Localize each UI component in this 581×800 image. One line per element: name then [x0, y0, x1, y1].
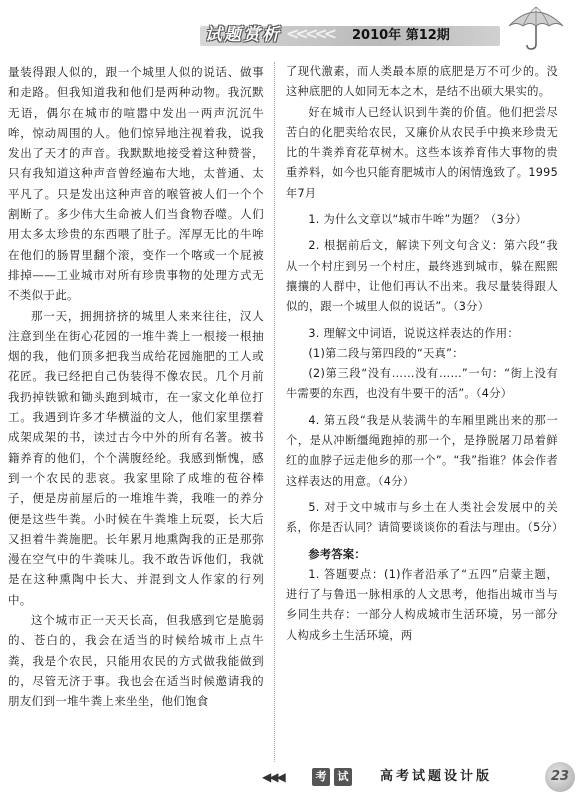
footer-badge: 考 — [312, 768, 330, 786]
umbrella-icon — [505, 4, 567, 52]
question-3: 3. 理解文中词语，说说这样表达的作用： — [308, 326, 519, 340]
paragraph: 量装得跟人似的，跟一个城里人似的说话、做事和走路。但我知道我和他们是两种动物。我沉默无语，偶尔在城市的喧嚣中发出一两声沉沉牛哞，惊动周围的人。他们惊异地注视着我，说我发出了天才的声音。我默默地接受着这种赞誉，只有我知道这种声音曾经遍布大地，太普通、太平凡了。只是发出这种声音的喉管被人们一个个割断了。多少伟大生命被人们当食物吞噬。人们用太多太珍贵的东西喂了肚子。浑厚无比的牛哞在他们的肠胃里翻个滚，变作一个喀或一个屁被排掉——工业城市对所有珍贵事物的处理方式无不类似于此。 — [8, 65, 264, 303]
question-3-part-1: (1)第二段与第四段的“天真”： — [308, 346, 464, 360]
question-4: 4. 第五段“我是从装满牛的车厢里跳出来的那一个，是从冲断缰绳跑掉的那一个，是挣脱屠刀昂着鲜红的血脖子远走他乡的那一个”。“我”指谁？体会作者这样表达的用意。（4分） — [286, 413, 558, 488]
paragraph: 这个城市正一天天长高，但我感到它是脆弱的、苍白的，我会在适当的时候给城市上点牛粪，我是个农民，只能用农民的方式做我能做到的，尽管无济于事。我也会在适当时候邀请我的朋友们到一堆牛粪上来坐坐，他们饱食 — [8, 613, 264, 709]
header-chevrons: <<<<< — [286, 24, 334, 43]
footer-badge: 试 — [334, 768, 352, 786]
answer-text: 1. 答题要点：(1)作者沿承了“五四”启蒙主题，进行了与鲁迅一脉相承的人文思考，他指出城市当与乡同生共存：一部分人构成城市生活环境，另一部分人构成乡土生活环境，两 — [286, 567, 558, 642]
paragraph: 了现代激素，而人类最本原的底肥是万不可少的。没这种底肥的人如同无本之木，是结不出硕大果实的。 — [286, 65, 558, 99]
question-5: 5. 对于文中城市与乡土在人类社会发展中的关系，你是否认同？请简要谈谈你的看法与理由。（5分） — [286, 500, 564, 535]
page-header — [0, 0, 581, 56]
paragraph: 好在城市人已经认识到牛粪的价值。他们把尝尽苦白的化肥卖给农民，又廉价从农民手中换来珍贵无比的牛粪养育花草树木。这些本该养育伟大事物的贵重养料，如今也只能育肥城市人的闲情逸致了。1995年7月 — [286, 105, 558, 200]
page-number: 23 — [545, 762, 575, 792]
question-2: 2. 根据前后文，解读下列文句含义：第六段“我从一个村庄到另一个村庄，最终逃到城市，躲在熙熙攘攘的人群中，让他们再认不出来。我尽量装得跟人似的，跟一个城里人似的说话”。（3分） — [286, 239, 558, 314]
page-footer — [0, 760, 581, 800]
section-title: 试题赏析 — [205, 25, 281, 45]
column-divider — [274, 62, 275, 762]
paragraph: 那一天，拥拥挤挤的城里人来来往往，汉人注意到坐在街心花园的一堆牛粪上一根接一根抽烟的我，他们顶多把我当成给花园施肥的工人或花匠。我已经把自己伪装得不像农民。几个月前我扔掉铁锨和锄头跑到城市，在一家文化单位打工。我遇到许多才华横溢的文人，他们家里摆着成架成架的书，读过古今中外的所有名著。被书籍养育的他们，个个满腹经纶。我感到惭愧，感到一个农民的悲哀。我家里除了成堆的苞谷棒子，便是房前屋后的一堆堆牛粪，我唯一的养分便是这些牛粪。小时候在牛粪堆上玩耍，长大后又担着牛粪施肥。长年累月地熏陶我的正是那弥漫在空气中的牛粪味儿。我不敢告诉他们，我就是在这种熏陶中长大、并混到文人作家的行列中。 — [8, 308, 264, 607]
issue-label: 2010年 第12期 — [352, 28, 450, 43]
footer-label: 高考试题设计版 — [380, 769, 493, 784]
question-1: 1. 为什么文章以“城市牛哞”为题？（3分） — [308, 213, 527, 227]
arrows-icon: ◀◀◀ — [262, 770, 284, 784]
right-column — [286, 62, 564, 646]
question-3-part-2: (2)第三段“没有……没有……”一句：“街上没有牛需要的东西，也没有牛要干的活”。（4分） — [286, 367, 558, 401]
answer-heading: 参考答案： — [308, 547, 366, 561]
left-column — [8, 62, 264, 712]
